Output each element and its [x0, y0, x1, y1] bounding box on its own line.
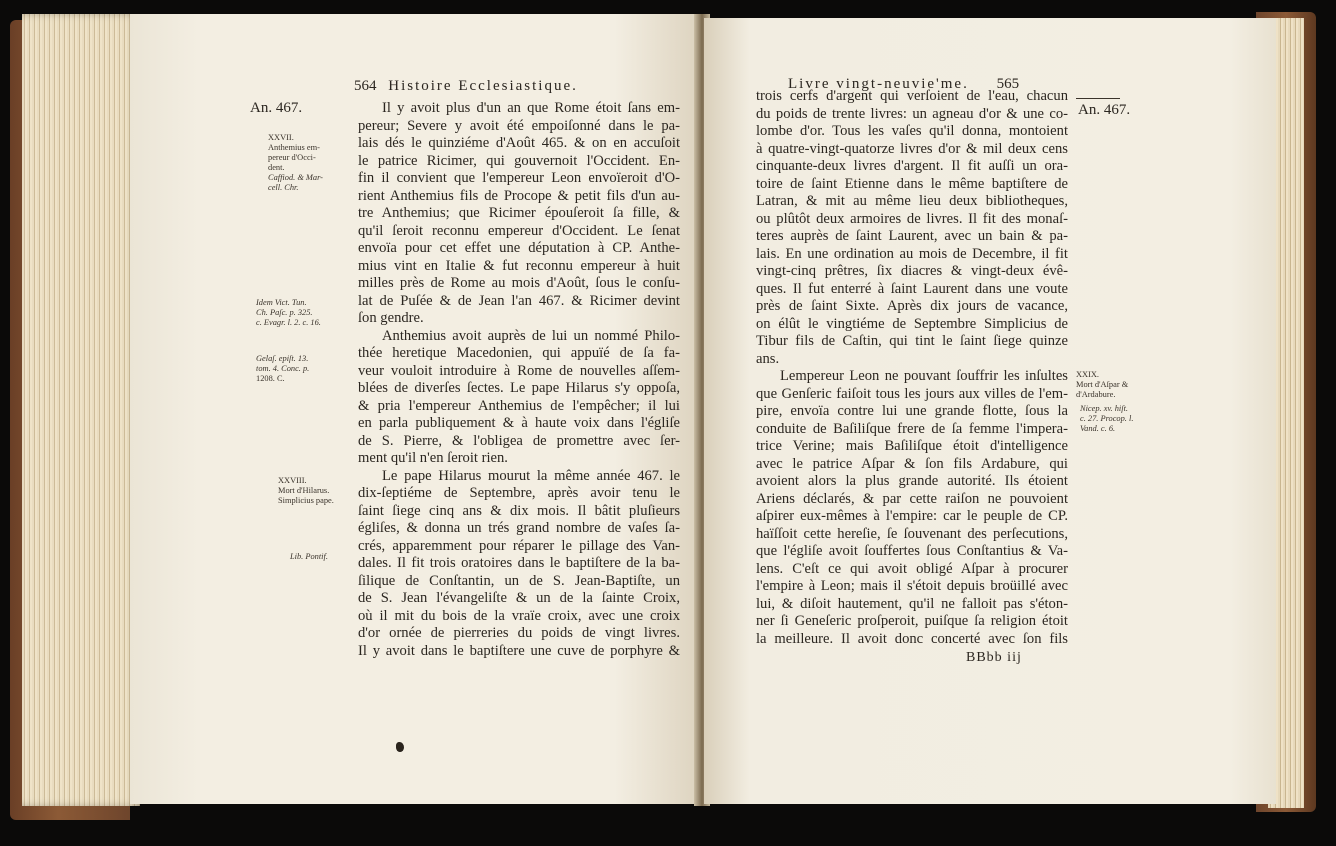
text-line: haïſſoit cette hereſie, ſe ſouvenant des perſecutions, — [756, 525, 1068, 542]
text-line: teres auprès de ſaint Laurent, avec un bain & pa- — [756, 228, 1068, 244]
text-line: Lempereur Leon ne pouvant ſouffrir les inſultes — [780, 368, 1068, 384]
text-line: dales. Il fit trois oratoires dans le baptiſtere de la ba- — [358, 555, 680, 571]
margin-note-xxvii — [268, 133, 323, 193]
text-line: de S. Jean l'évangeliſte & un de la ſainte Croix, — [358, 590, 680, 606]
text-line: ſon gendre. — [358, 310, 424, 326]
text-line: pire, envoïa contre lui une grande flotte, ſous la — [756, 403, 1068, 419]
text-line: en parla publiquement & à haute voix dans l'égliſe — [358, 415, 680, 431]
text-line: Il y avoit dans le baptiſtere une cuve de porphyre & — [358, 642, 680, 659]
text-line: rient Anthemius fils de Procope & petit fils d'un au- — [358, 187, 680, 204]
margin-note-gelas — [256, 354, 309, 384]
text-line: blées de diverſes ſectes. Le pape Hilarus s'y oppoſa, — [358, 380, 680, 396]
text-line: mius vint en Italie & fut reconnu empereur à huit — [358, 257, 680, 274]
text-line: vingt-cinq prêtres, ſix diacres & vingt-deux évê- — [756, 263, 1068, 279]
text-line: veur vouloit introduire à Rome de nouvelles aſſem- — [358, 362, 680, 379]
margin-line: Caffiod. & Mar- — [268, 173, 323, 182]
right-page-number: 565 — [996, 76, 1020, 92]
text-line: ou plûtôt deux armoires de livres. Il fit des monaſ- — [756, 210, 1068, 227]
text-line: thée heretique Macedonien, qui appuïé de ſa fa- — [358, 345, 680, 361]
margin-line: cell. Chr. — [268, 183, 299, 192]
text-line: lat de Puſée & de Jean l'an 467. & Ricimer devint — [358, 292, 680, 309]
text-line: de S. Pierre, & l'obligea de promettre avec ſer- — [358, 432, 680, 449]
text-line: envoïa pour cet effet une députation à CP. Anthe- — [358, 240, 680, 256]
text-line: que Genſeric faiſoit tous les jours aux villes de l'em- — [756, 385, 1068, 402]
text-line: pereur; Severe y avoit été empoiſonné dans le pa- — [358, 117, 680, 134]
margin-line: d'Ardabure. — [1076, 390, 1116, 399]
text-line: ſilique de Conſtantin, un de S. Jean-Baptiſte, un — [358, 572, 680, 589]
margin-line: Anthemius em- — [268, 143, 320, 152]
left-running-head — [354, 78, 578, 95]
margin-line: Ch. Paſc. p. 325. — [256, 308, 313, 317]
text-line: près de ſaint Sixte. Après dix jours de vacance, — [756, 298, 1068, 314]
right-head-title: Livre vingt-neuvie'me. — [788, 76, 969, 92]
margin-line: XXVIII. — [278, 476, 307, 485]
margin-note-xxix — [1076, 370, 1128, 400]
ink-blot — [396, 742, 404, 752]
text-line: Il y avoit plus d'un an que Rome étoit ſans em- — [382, 100, 680, 116]
text-line: ſaint ſiege cinq ans & dix mois. Il bâtit pluſieurs — [358, 502, 680, 519]
margin-line: 1208. C. — [256, 374, 285, 383]
text-line: aſpirer eux-mêmes à l'empire: car le peuple de CP. — [756, 508, 1068, 524]
text-line: lens. C'eſt ce qui avoit obligé Aſpar à procurer — [756, 560, 1068, 577]
margin-line: Mort d'Aſpar & — [1076, 380, 1129, 389]
text-line: avoient alors la plus grande autorité. Ils étoient — [756, 473, 1068, 489]
margin-line: Vand. c. 6. — [1080, 424, 1116, 433]
text-line: ques. Il fut enterré à ſaint Laurent dans une voute — [756, 280, 1068, 297]
right-body-text — [756, 88, 1068, 648]
text-line: ans. — [756, 350, 780, 367]
text-line: fin il convient que l'empereur Leon envoïeroit d'O- — [358, 170, 680, 186]
margin-note-xxviii — [278, 476, 334, 506]
text-line: lais dés le quinziéme d'Août 465. & on en accuſoit — [358, 135, 680, 151]
text-line: on élût le vingtiéme de Septembre Simplicius de — [756, 315, 1068, 332]
left-head-title: Histoire Ecclesiastique. — [388, 78, 578, 94]
margin-line: c. Evagr. l. 2. c. 16. — [256, 318, 321, 327]
text-line: toire de ſaint Etienne dans le même baptiſtere de — [756, 175, 1068, 192]
margin-line: Lib. Pontif. — [290, 552, 328, 561]
text-line: trice Verine; mais Baſiliſque étoit d'intelligence — [756, 438, 1068, 454]
margin-line: Mort d'Hilarus. — [278, 486, 330, 495]
text-line: la meilleure. Il avoit donc concerté avec ſon fils — [756, 630, 1068, 647]
text-line: cinquante-deux livres d'argent. Il fit auſſi un ora- — [756, 158, 1068, 174]
text-line: crés, apparemment pour réparer le pillage des Van- — [358, 537, 680, 554]
right-page — [704, 18, 1276, 804]
text-line: avec le patrice Aſpar & ſon fils Ardabure, qui — [756, 455, 1068, 472]
margin-line: dent. — [268, 163, 285, 172]
left-page-number: 564 — [354, 78, 377, 94]
text-line: milles près de Rome au mois d'Août, ſous le conſu- — [358, 275, 680, 291]
text-line: & pria l'empereur Anthemius de l'empêcher; il lui — [358, 397, 680, 414]
margin-line: Nicep. xv. hiſt. — [1080, 404, 1128, 413]
margin-line: XXVII. — [268, 133, 294, 142]
margin-line: Gelaſ. epiſt. 13. — [256, 354, 309, 363]
left-body-text — [358, 100, 680, 660]
margin-line: c. 27. Procop. l. — [1080, 414, 1134, 423]
text-line: Le pape Hilarus mourut la même année 467. le — [382, 467, 680, 484]
text-line: Anthemius avoit auprès de lui un nommé Philo- — [382, 327, 680, 344]
text-line: à quatre-vingt-quatorze livres d'or & mil deux cens — [756, 140, 1068, 157]
signature-mark: BBbb iij — [966, 650, 1022, 665]
text-line: Latran, & mit au même lieu deux bibliotheques, — [756, 193, 1068, 209]
text-line: trois cerfs d'argent qui verſoient de l'eau, chacun — [756, 88, 1068, 104]
text-line: le patrice Ricimer, qui gouvernoit l'Occident. En- — [358, 152, 680, 169]
text-line: lombe d'or. Tous les vaſes qu'il donna, montoient — [756, 123, 1068, 139]
text-line: égliſes, & donna un trés grand nombre de vaſes ſa- — [358, 520, 680, 536]
text-line: où il mit du bois de la vraïe croix, avec une croix — [358, 607, 680, 624]
margin-line: pereur d'Occi- — [268, 153, 316, 162]
margin-note-idem — [256, 298, 321, 328]
text-line: du poids de trente livres: un agneau d'or & une co- — [756, 105, 1068, 122]
left-year: An. 467. — [250, 100, 303, 116]
text-line: dix-ſeptiéme de Septembre, après avoir tenu le — [358, 485, 680, 501]
text-line: qu'il ſeroit reconnu empereur d'Occident. Le ſenat — [358, 222, 680, 239]
left-page — [130, 14, 700, 804]
text-line: d'or ornée de pierreries du poids de vingt livres. — [358, 625, 680, 641]
text-line: Tibur fils de Caſtin, qui tint le ſaint ſiege quinze — [756, 333, 1068, 349]
margin-line: tom. 4. Conc. p. — [256, 364, 310, 373]
margin-note-lib — [290, 552, 328, 562]
text-line: ment qu'il n'en ſeroit rien. — [358, 450, 508, 466]
text-line: l'empire à Leon; mais il s'étoit depuis broüillé avec — [756, 578, 1068, 594]
text-line: lais. En une ordination au mois de Decembre, il fit — [756, 245, 1068, 262]
left-page-stack — [22, 14, 140, 806]
text-line: ner ſi Geneſeric proſperoit, puiſque ſa religion étoit — [756, 613, 1068, 629]
margin-note-nicep — [1080, 404, 1133, 434]
text-line: Ariens déclarés, & par cette raiſon ne pouvoient — [756, 490, 1068, 507]
text-line: lui, & diſoit hautement, qu'il ne falloit pas s'éton- — [756, 595, 1068, 612]
margin-line: Idem Vict. Tun. — [256, 298, 307, 307]
right-year: An. 467. — [1078, 102, 1131, 118]
margin-line: Simplicius pape. — [278, 496, 334, 505]
margin-line: XXIX. — [1076, 370, 1100, 379]
text-line: conduite de Baſiliſque frere de ſa femme l'impera- — [756, 420, 1068, 437]
text-line: que l'égliſe avoit ſouffertes ſous Conſtantius & Va- — [756, 543, 1068, 559]
text-line: tre Anthemius; que Ricimer épouſeroit ſa fille, & — [358, 205, 680, 221]
header-rule — [1076, 98, 1120, 99]
